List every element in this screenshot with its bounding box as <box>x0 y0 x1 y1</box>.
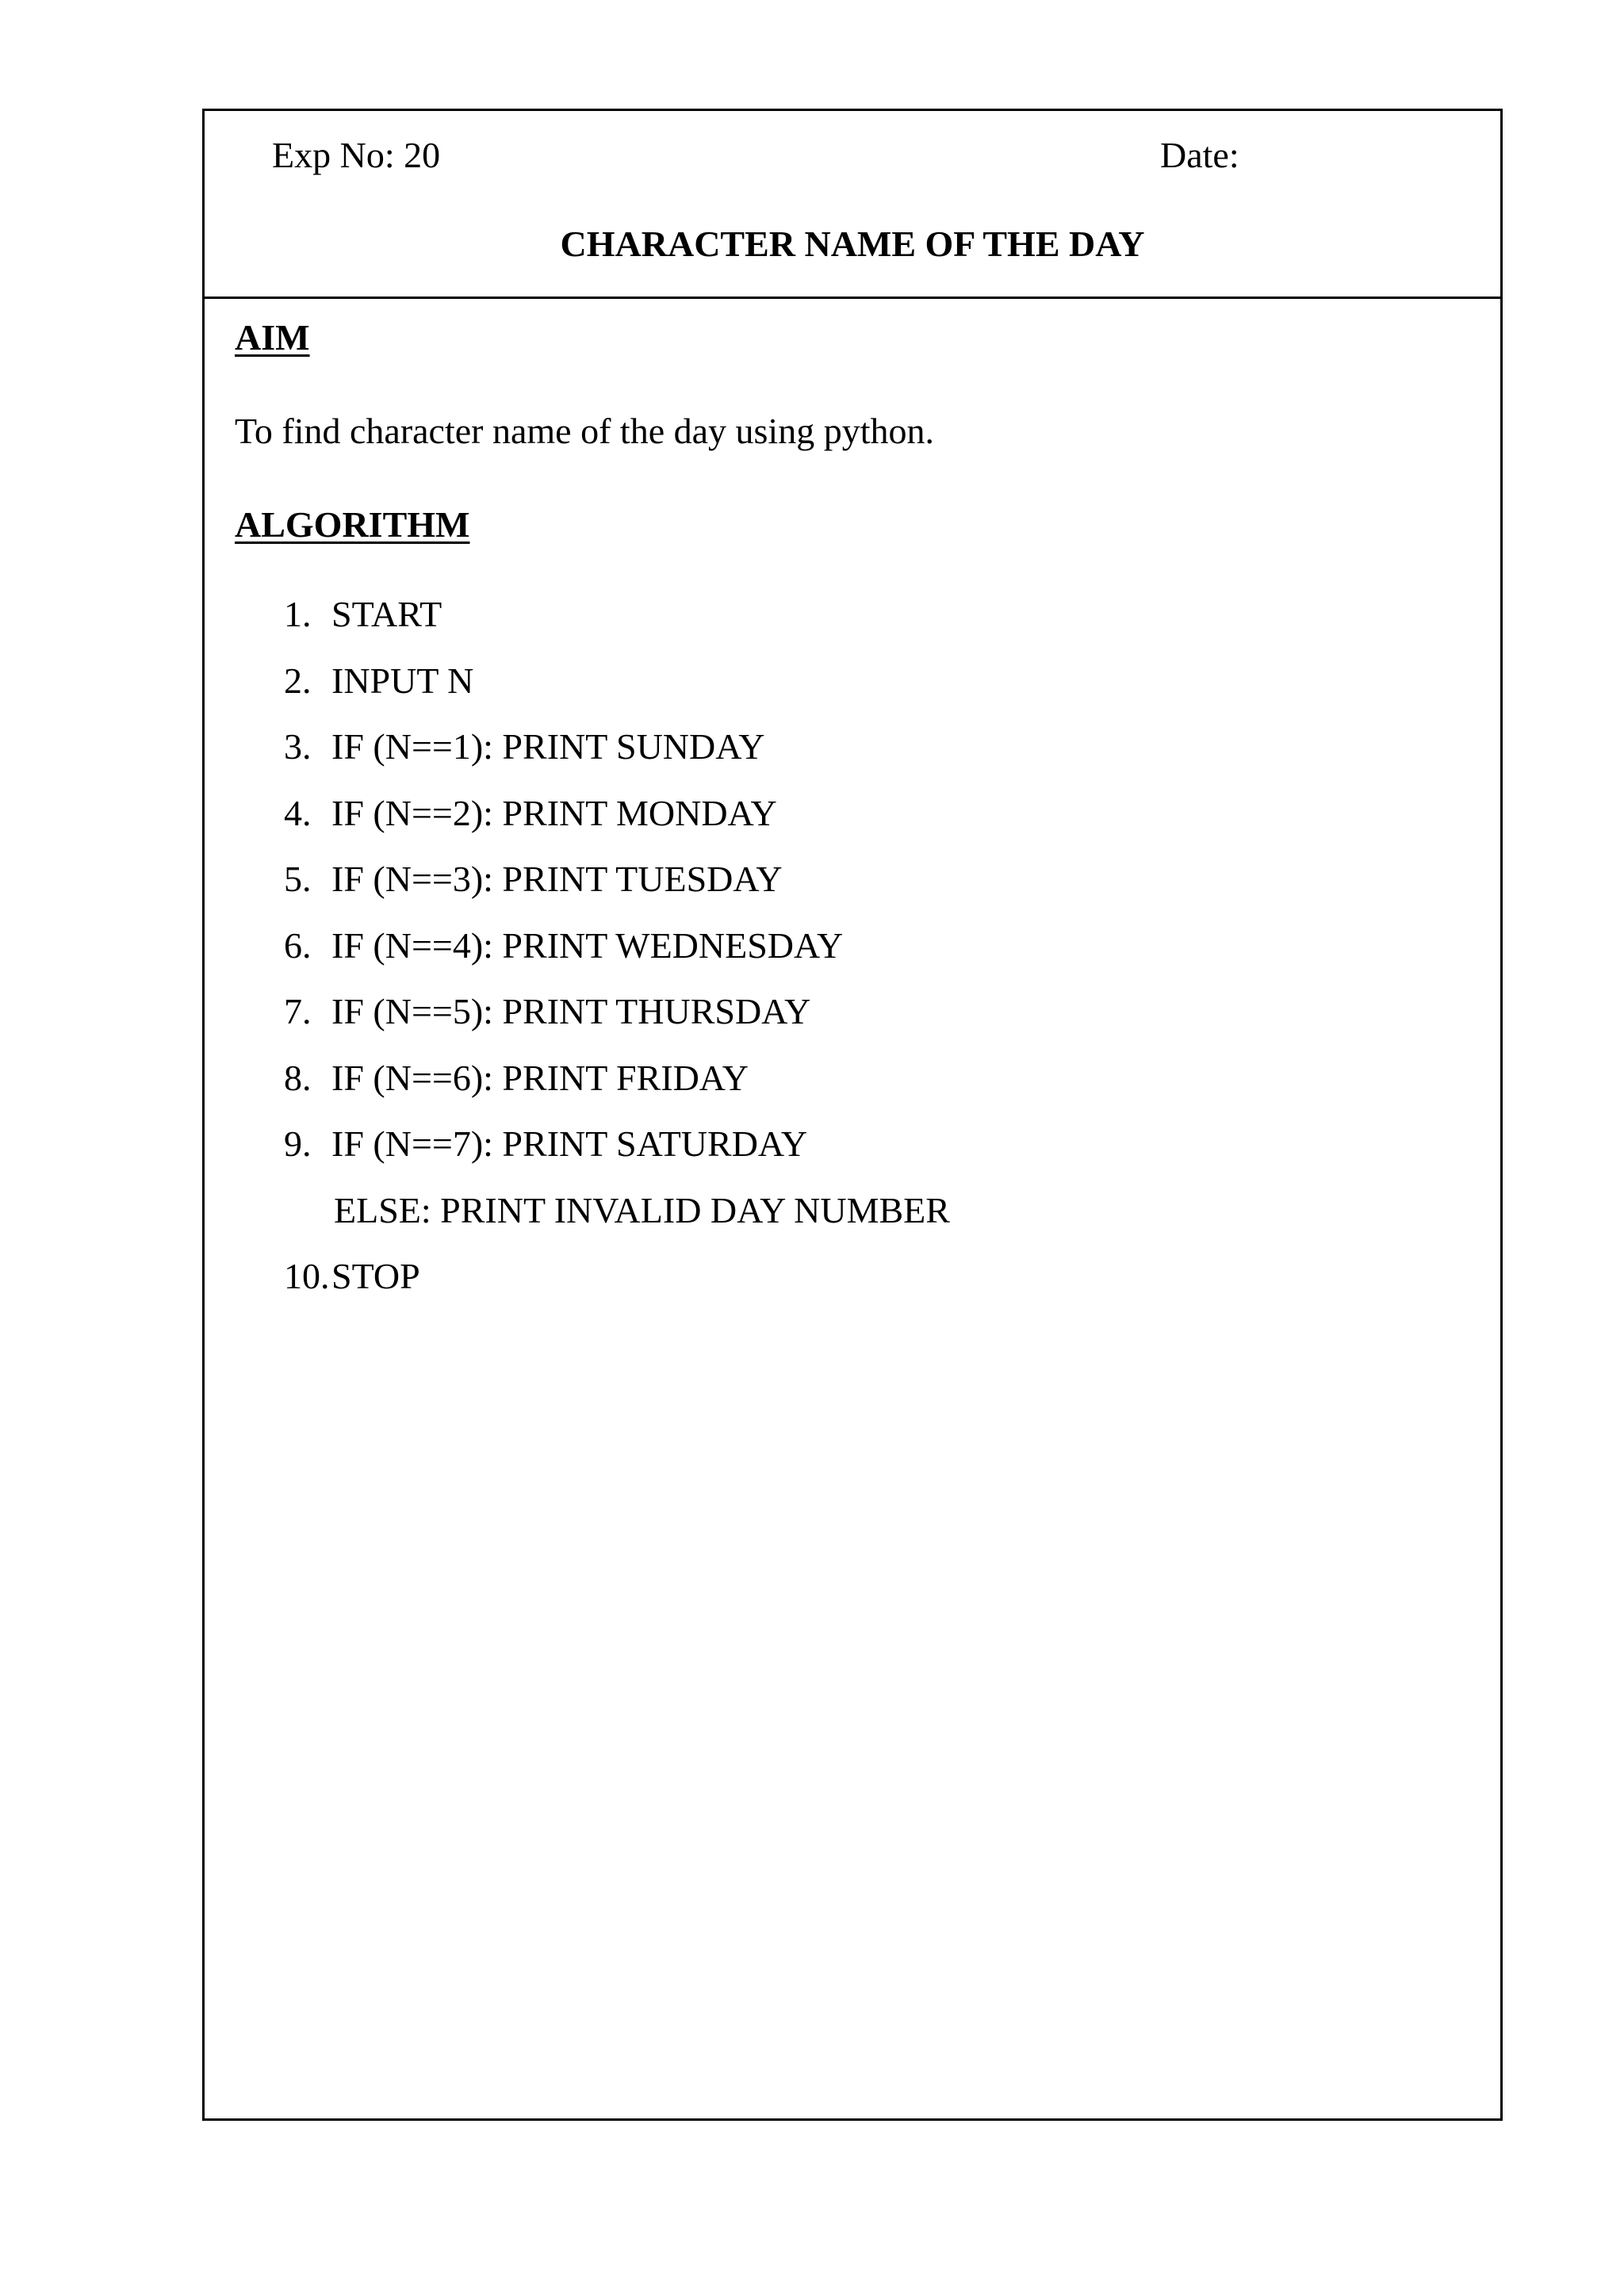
algorithm-step <box>205 857 1500 924</box>
step-text: IF (N==1): PRINT SUNDAY <box>331 726 765 767</box>
step-text: STOP <box>331 1256 420 1296</box>
step-text: IF (N==7): PRINT SATURDAY <box>331 1123 808 1164</box>
header-box <box>205 111 1500 299</box>
algorithm-step <box>205 725 1500 791</box>
step-number: 8. <box>284 1057 312 1098</box>
algorithm-heading: ALGORITHM <box>235 504 470 545</box>
algorithm-step-else <box>205 1188 1500 1255</box>
date-label: Date: <box>1160 135 1239 175</box>
step-text: IF (N==3): PRINT TUESDAY <box>331 859 783 899</box>
step-number: 2. <box>284 660 312 701</box>
step-number: 9. <box>284 1123 312 1164</box>
experiment-number: Exp No: 20 <box>272 135 441 175</box>
step-number: 6. <box>284 924 312 966</box>
page-frame <box>202 109 1503 2121</box>
step-text: IF (N==6): PRINT FRIDAY <box>331 1057 749 1098</box>
algorithm-steps <box>205 592 1500 1321</box>
aim-text: To find character name of the day using python. <box>235 411 934 451</box>
algorithm-step <box>205 1122 1500 1188</box>
step-text: IF (N==4): PRINT WEDNESDAY <box>331 924 844 966</box>
step-number: 1. <box>284 594 312 634</box>
step-text: ELSE: PRINT INVALID DAY NUMBER <box>334 1189 950 1230</box>
algorithm-step <box>205 989 1500 1056</box>
algorithm-step <box>205 592 1500 659</box>
step-number: 7. <box>284 991 312 1031</box>
aim-heading: AIM <box>235 317 310 358</box>
page-title: CHARACTER NAME OF THE DAY <box>560 224 1145 264</box>
step-text: INPUT N <box>331 660 474 701</box>
step-text: IF (N==2): PRINT MONDAY <box>331 792 777 833</box>
algorithm-step <box>205 924 1500 990</box>
algorithm-step <box>205 1254 1500 1321</box>
step-text: IF (N==5): PRINT THURSDAY <box>331 991 811 1031</box>
algorithm-step <box>205 1056 1500 1123</box>
step-number: 4. <box>284 792 312 833</box>
algorithm-step <box>205 791 1500 858</box>
step-text: START <box>331 594 442 634</box>
algorithm-step <box>205 659 1500 725</box>
step-number: 3. <box>284 726 312 767</box>
step-number: 5. <box>284 859 312 899</box>
step-number: 10. <box>284 1256 330 1296</box>
